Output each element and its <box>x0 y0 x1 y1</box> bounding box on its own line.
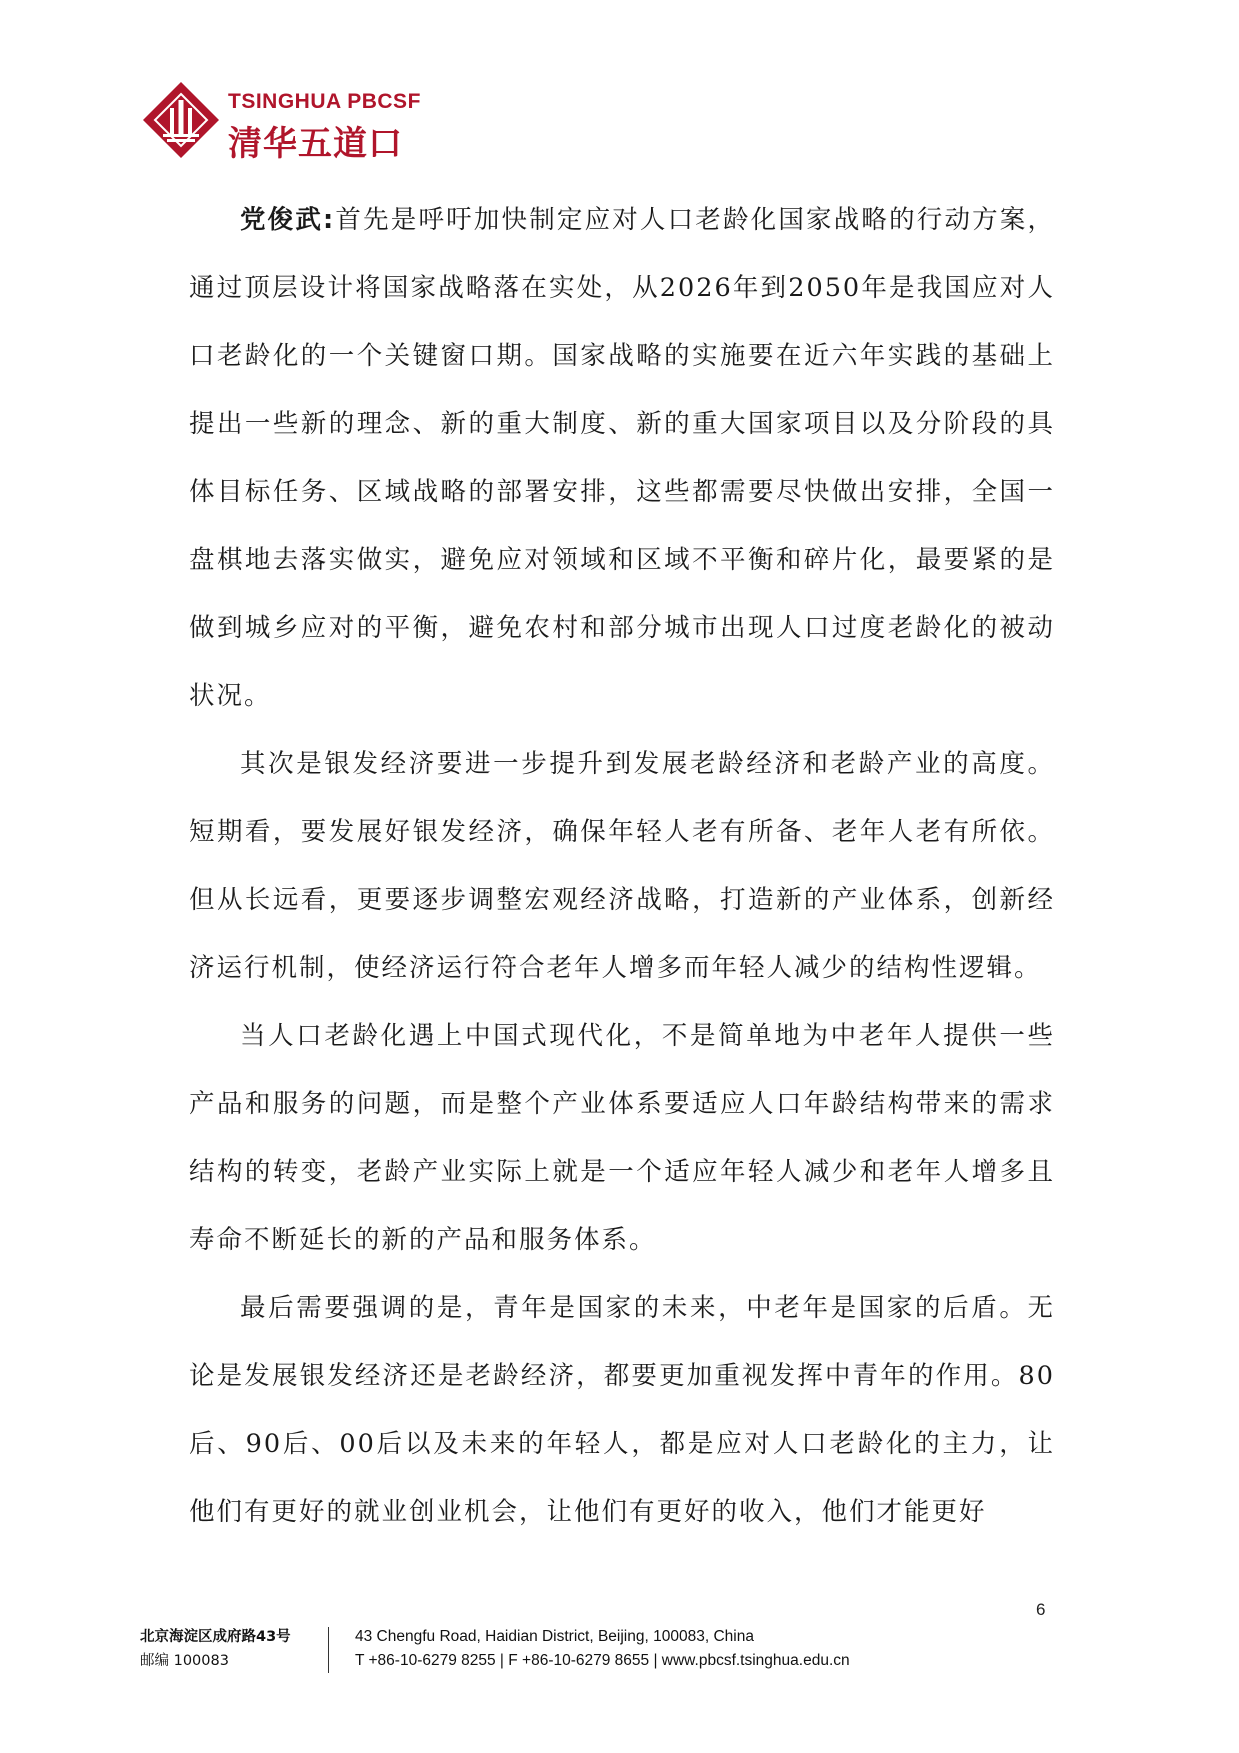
paragraph-3: 当人口老龄化遇上中国式现代化，不是简单地为中老年人提供一些产品和服务的问题，而是整个产业体系要适应人口年龄结构带来的需求结构的转变，老龄产业实际上就是一个适应年轻人减少和老年人增多且寿命不断延长的新的产品和服务体系。 <box>189 1021 1055 1255</box>
footer-contact: T +86-10-6279 8255 | F +86-10-6279 8655 | www.pbcsf.tsinghua.edu.cn <box>355 1652 850 1669</box>
logo-chinese-text: 清华五道口 <box>228 124 403 164</box>
page-number: 6 <box>1036 1600 1046 1619</box>
paragraph-1 <box>189 186 1055 730</box>
header-logo <box>143 82 421 164</box>
logo-english-text: TSINGHUA PBCSF <box>228 90 421 113</box>
speaker-name: 党俊武: <box>240 205 336 235</box>
tsinghua-pbcsf-emblem-icon <box>143 82 219 158</box>
footer-address-en-line: 43 Chengfu Road, Haidian District, Beijing, 100083, China <box>355 1628 754 1645</box>
footer-address-cn <box>140 1625 291 1673</box>
footer-address-cn-line: 北京海淀区成府路43号 <box>140 1629 291 1645</box>
paragraph-4: 最后需要强调的是，青年是国家的未来，中老年是国家的后盾。无论是发展银发经济还是老龄经济，都要更加重视发挥中青年的作用。80后、90后、00后以及未来的年轻人，都是应对人口老龄化的主力，让他们有更好的就业创业机会，让他们有更好的收入，他们才能更好 <box>189 1293 1055 1527</box>
paragraph-2: 其次是银发经济要进一步提升到发展老龄经济和老龄产业的高度。短期看，要发展好银发经济，确保年轻人老有所备、老年人老有所依。但从长远看，更要逐步调整宏观经济战略，打造新的产业体系，创新经济运行机制，使经济运行符合老年人增多而年轻人减少的结构性逻辑。 <box>189 749 1055 983</box>
footer-postcode: 邮编 100083 <box>140 1653 229 1669</box>
footer-address-en <box>355 1625 850 1673</box>
article-body <box>189 186 1055 1546</box>
paragraph-1-text: 首先是呼吁加快制定应对人口老龄化国家战略的行动方案，通过顶层设计将国家战略落在实处，从2026年到2050年是我国应对人口老龄化的一个关键窗口期。国家战略的实施要在近六年实践的基础上提出一些新的理念、新的重大制度、新的重大国家项目以及分阶段的具体目标任务、区域战略的部署安排，这些都需要尽快做出安排，全国一盘棋地去落实做实，避免应对领域和区域不平衡和碎片化，最要紧的是做到城乡应对的平衡，避免农村和部分城市出现人口过度老龄化的被动状况。 <box>189 205 1055 711</box>
footer-divider <box>328 1627 329 1673</box>
